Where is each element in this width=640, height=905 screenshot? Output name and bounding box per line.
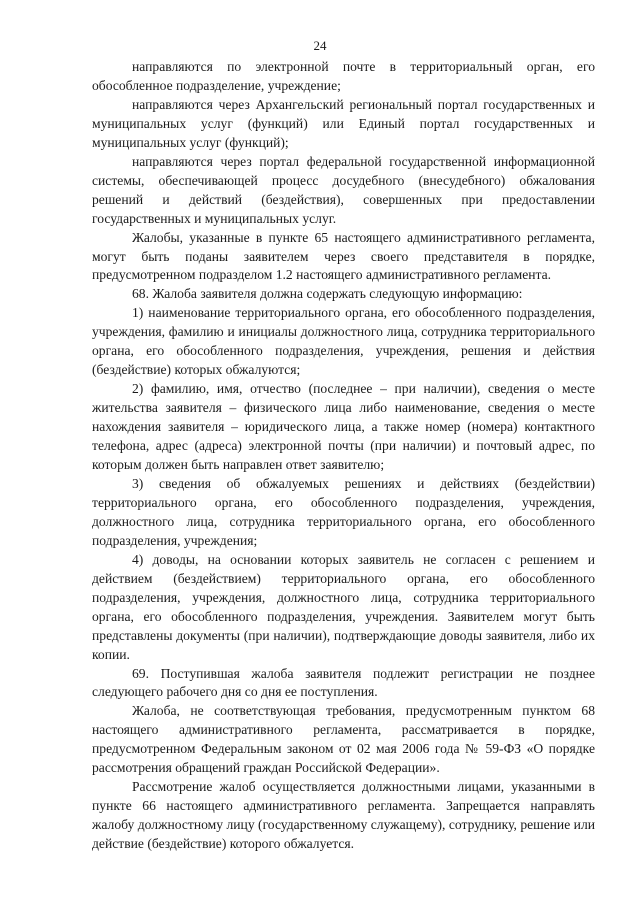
paragraph: 3) сведения об обжалуемых решениях и действиях (бездействии) территориального органа, его обособленного подразделения, учреждения, должностного лица, сотрудника территориального органа, его обособленного подразделения, учреждения; [92, 475, 595, 548]
paragraph: 2) фамилию, имя, отчество (последнее – при наличии), сведения о месте жительства заявителя – физического лица либо наименование, сведения о месте нахождения заявителя – юридического лица, а также номер (номера) контактного телефона, адрес (адреса) электронной почты (при наличии) и почтовый адрес, по которым должен быть направлен ответ заявителю; [92, 381, 595, 473]
paragraph: 69. Поступившая жалоба заявителя подлежит регистрации не позднее следующего рабочего дня со дня ее поступления. [92, 665, 595, 700]
paragraph: Жалоба, не соответствующая требования, предусмотренным пунктом 68 настоящего административного регламента, рассматривается в порядке, предусмотренном Федеральным законом от 02 мая 2006 года № 59-ФЗ «О порядке рассмотрения обращений граждан Российской Федерации». [92, 703, 595, 776]
paragraph: Рассмотрение жалоб осуществляется должностными лицами, указанными в пункте 66 настоящего административного регламента. Запрещается направлять жалобу должностному лицу (государственному служащему), сотруднику, решение или действие (бездействие) которого обжалуется. [92, 779, 595, 852]
page-number: 24 [313, 38, 327, 53]
paragraph: 68. Жалоба заявителя должна содержать следующую информацию: [132, 286, 523, 302]
document-body [92, 58, 595, 854]
paragraph: 4) доводы, на основании которых заявитель не согласен с решением и действием (бездействием) территориального органа, его обособленного подразделения, учреждения, должностного лица, сотрудника территориального органа, его обособленного подразделения, учреждения. Заявителем могут быть представлены документы (при наличии), подтверждающие доводы заявителя, либо их копии. [92, 551, 595, 662]
paragraph: 1) наименование территориального органа, его обособленного подразделения, учреждения, фамилию и инициалы должностного лица, сотрудника территориального органа, его обособленного подразделения, учреждения, решения и действия (бездействие) которых обжалуются; [92, 305, 595, 378]
paragraph: направляются по электронной почте в территориальный орган, его обособленное подразделение, учреждение; [92, 59, 595, 93]
paragraph: направляются через Архангельский региональный портал государственных и муниципальных услуг (функций) или Единый портал государственных и муниципальных услуг (функций); [92, 96, 595, 150]
paragraph: Жалобы, указанные в пункте 65 настоящего административного регламента, могут быть поданы заявителем через своего представителя в порядке, предусмотренном подразделом 1.2 настоящего административного регламента. [92, 229, 595, 283]
paragraph: направляются через портал федеральной государственной информационной системы, обеспечивающей процесс досудебного (внесудебного) обжалования решений и действий (бездействия), совершенных при предоставлении государственных и муниципальных услуг. [92, 153, 595, 226]
